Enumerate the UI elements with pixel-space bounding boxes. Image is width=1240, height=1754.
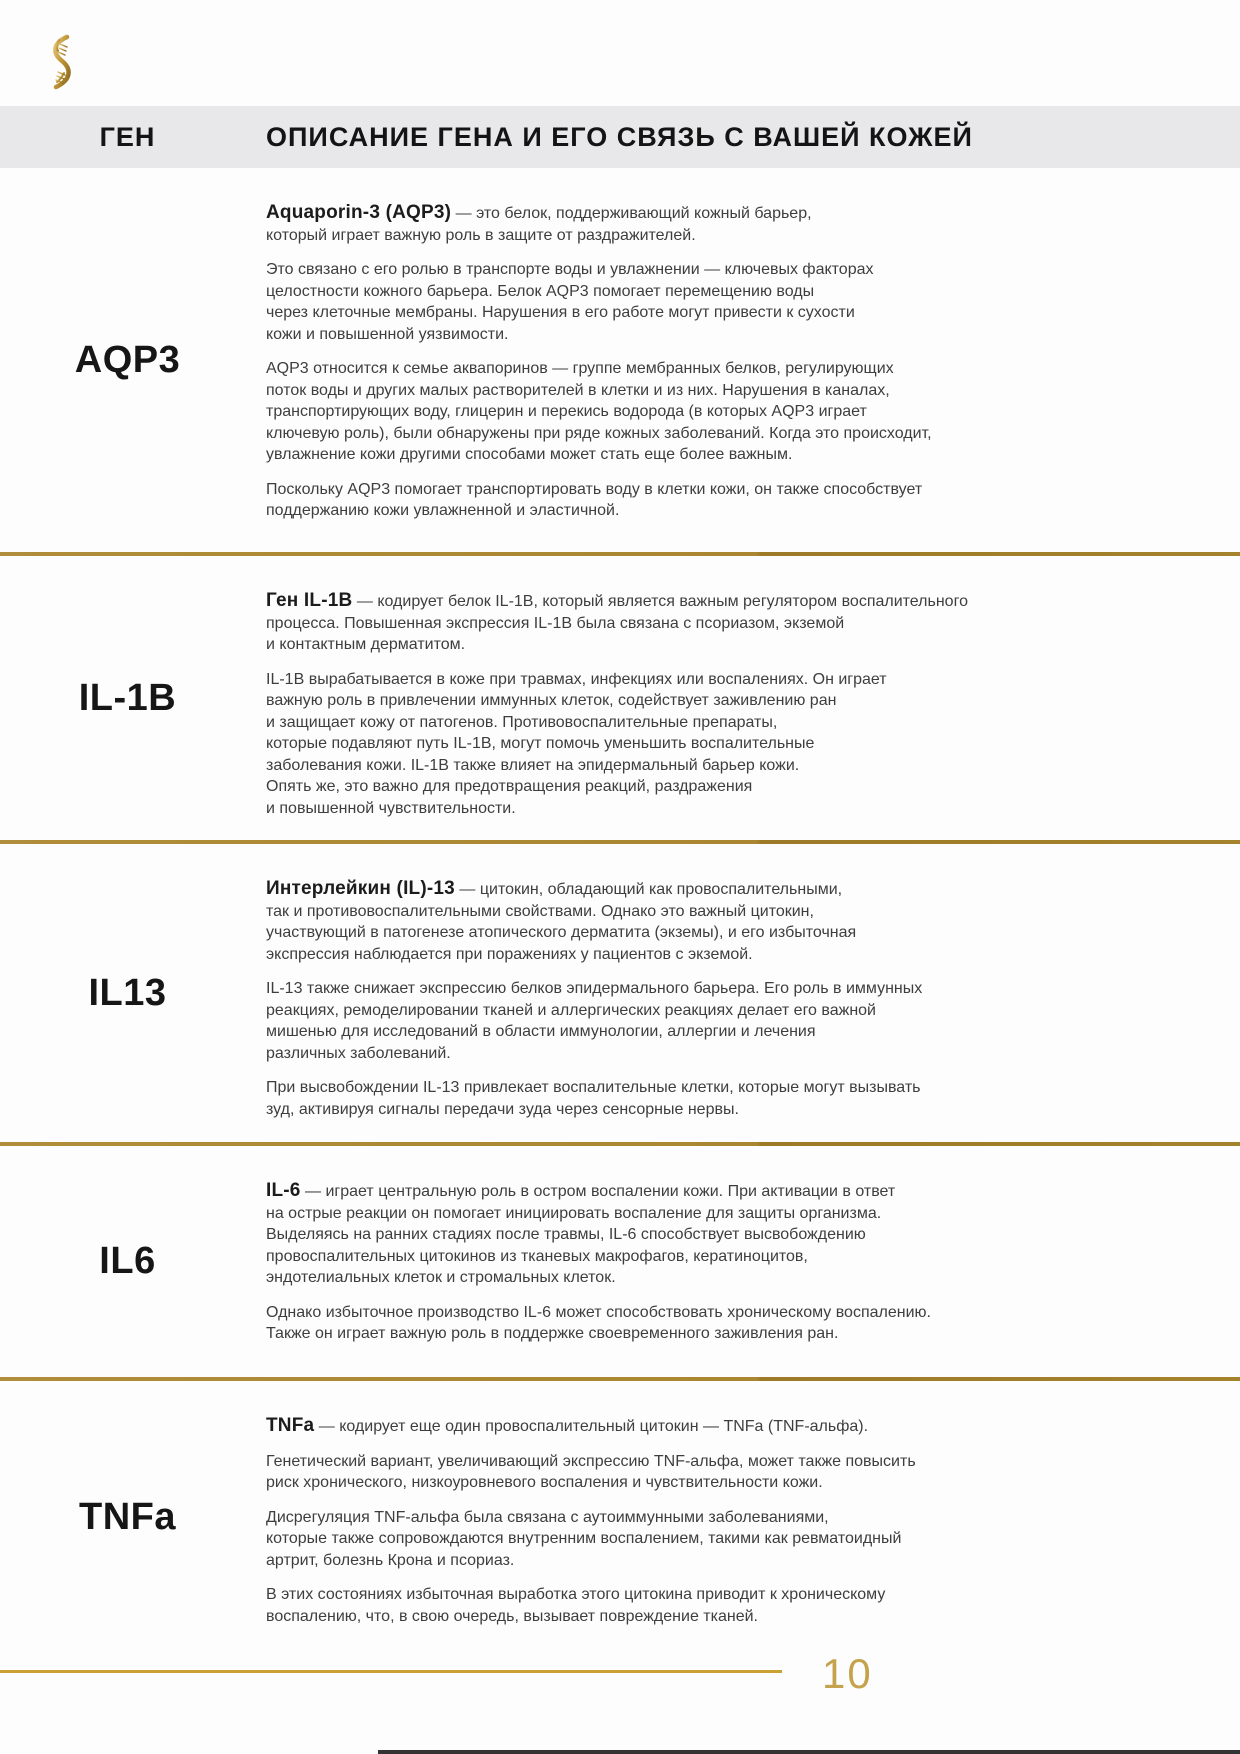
gene-term-lead: TNFa	[266, 1415, 315, 1436]
paragraph-text: Дисрегуляция TNF-альфа была связана с аутоиммунными заболеваниями, которые также сопровождаются внутренним воспалением, такими как ревматоидный артрит, болезнь Крона и псориаз.	[266, 1508, 902, 1569]
table-header-row	[0, 106, 1240, 168]
paragraph-text: Генетический вариант, увеличивающий экспрессию TNF-альфа, может также повысить риск хронического, низкоуровневого воспаления и чувствительности кожи.	[266, 1452, 916, 1491]
column-header-description: ОПИСАНИЕ ГЕНА И ЕГО СВЯЗЬ С ВАШЕЙ КОЖЕЙ	[266, 121, 973, 152]
paragraph-text: — кодирует еще один провоспалительный цитокин — TNFa (TNF-альфа).	[314, 1418, 869, 1435]
page-bottom-edge	[378, 1750, 1240, 1754]
paragraph-text: Поскольку AQP3 помогает транспортировать воду в клетки кожи, он также способствует поддержанию кожи увлажненной и эластичной.	[266, 480, 923, 519]
gene-table-body	[0, 168, 1240, 1654]
paragraph-text: В этих состояниях избыточная выработка этого цитокина приводит к хроническому воспалению, что, в свою очередь, вызывает повреждение тканей.	[266, 1586, 886, 1625]
description-paragraph	[266, 669, 1210, 820]
paragraph-text: Это связано с его ролью в транспорте воды и увлажнении — ключевых факторах целостности кожного барьера. Белок AQP3 помогает перемещению воды через клеточные мембраны. Нарушения в его работе могут привести к сухости кожи и повышенной уязвимости.	[266, 261, 874, 343]
description-paragraph	[266, 590, 1210, 656]
description-paragraph	[266, 259, 1210, 345]
gene-label: IL13	[88, 971, 167, 1014]
paragraph-text: — играет центральную роль в остром воспалении кожи. При активации в ответ на острые реакции он помогает инициировать воспаление для защиты организма. Выделяясь на ранних стадиях после травмы, IL-6 способствует высвобождению провоспалительных цитокинов из тканевых макрофагов, кератиноцитов, эндотелиальных клеток и стромальных клеток.	[266, 1183, 896, 1286]
paragraph-text: — цитокин, обладающий как провоспалительными, так и противовоспалительными свойствами. Однако это важный цитокин, участвующий в патогенезе атопического дерматита (экземы), и его избыточная экспрессия наблюдается при поражениях у пациентов с экземой.	[266, 881, 857, 963]
gene-term-lead: Aquaporin-3 (AQP3)	[266, 202, 452, 223]
description-paragraph	[266, 978, 1210, 1064]
page-number: 10	[822, 1650, 873, 1697]
column-header-gene: ГЕН	[99, 121, 156, 152]
gene-row	[0, 1146, 1240, 1377]
gene-label: IL-1B	[78, 676, 177, 719]
paragraph-text: Однако избыточное производство IL-6 может способствовать хроническому воспалению. Также он играет важную роль в поддержке своевременного заживления ран.	[266, 1303, 931, 1342]
gene-label: TNFa	[79, 1496, 176, 1538]
description-paragraph	[266, 202, 1210, 246]
description-paragraph	[266, 1180, 1210, 1289]
gene-cell	[0, 1146, 255, 1377]
gene-description-cell	[255, 844, 1240, 1142]
gene-row	[0, 556, 1240, 840]
gene-cell	[0, 556, 255, 840]
gene-row	[0, 844, 1240, 1142]
description-paragraph	[266, 1077, 1210, 1120]
gene-cell	[0, 168, 255, 552]
gene-label: IL6	[99, 1240, 156, 1282]
paragraph-text: AQP3 относится к семье аквапоринов — группе мембранных белков, регулирующих поток воды и других малых растворителей в клетки и из них. Нарушения в каналах, транспортирующих воду, глицерин и перекись водорода (в которых AQP3 играет ключевую роль), были обнаружены при ряде кожных заболеваний. Когда это происходит, увлажнение кожи другими способами может стать еще более важным.	[266, 360, 932, 463]
description-paragraph	[266, 1584, 1210, 1627]
gene-row	[0, 168, 1240, 552]
gene-description-cell	[255, 1381, 1240, 1654]
description-paragraph	[266, 1302, 1210, 1345]
dna-helix-icon	[46, 34, 78, 90]
description-paragraph	[266, 479, 1210, 522]
gene-cell	[0, 844, 255, 1142]
paragraph-text: — кодирует белок IL-1B, который является важным регулятором воспалительного процесса. Повышенная экспрессия IL-1B была связана с псориазом, экземой и контактным дерматитом.	[266, 593, 968, 653]
gene-description-cell	[255, 556, 1240, 840]
gene-label: AQP3	[74, 338, 181, 381]
gene-term-lead: Ген IL-1B	[266, 590, 353, 611]
description-paragraph	[266, 1507, 1210, 1572]
paragraph-text: IL-13 также снижает экспрессию белков эпидермального барьера. Его роль в иммунных реакциях, ремоделировании тканей и аллергических реакциях делает его важной мишенью для исследований в области иммунологии, аллергии и лечения различных заболеваний.	[266, 980, 923, 1062]
description-paragraph	[266, 1415, 1210, 1438]
description-paragraph	[266, 358, 1210, 466]
paragraph-text: При высвобождении IL-13 привлекает воспалительные клетки, которые могут вызывать зуд, активируя сигналы передачи зуда через сенсорные нервы.	[266, 1079, 921, 1118]
footer-rule	[0, 1670, 782, 1673]
paragraph-text: — это белок, поддерживающий кожный барьер, который играет важную роль в защите от раздражителей.	[266, 205, 812, 244]
gene-row	[0, 1381, 1240, 1654]
gene-term-lead: IL-6	[266, 1180, 301, 1201]
description-paragraph	[266, 878, 1210, 965]
description-paragraph	[266, 1451, 1210, 1494]
gene-cell	[0, 1381, 255, 1654]
gene-term-lead: Интерлейкин (IL)-13	[266, 878, 455, 899]
gene-description-cell	[255, 1146, 1240, 1377]
paragraph-text: IL-1B вырабатывается в коже при травмах, инфекциях или воспалениях. Он играет важную роль в привлечении иммунных клеток, содействует заживлению ран и защищает кожу от патогенов. Противовоспалительные препараты, которые подавляют путь IL-1B, могут помочь уменьшить воспалительные заболевания кожи. IL-1B также влияет на эпидермальный барьер кожи. Опять же, это важно для предотвращения реакций, раздражения и повышенной чувствительности.	[266, 670, 887, 817]
gene-description-cell	[255, 168, 1240, 552]
